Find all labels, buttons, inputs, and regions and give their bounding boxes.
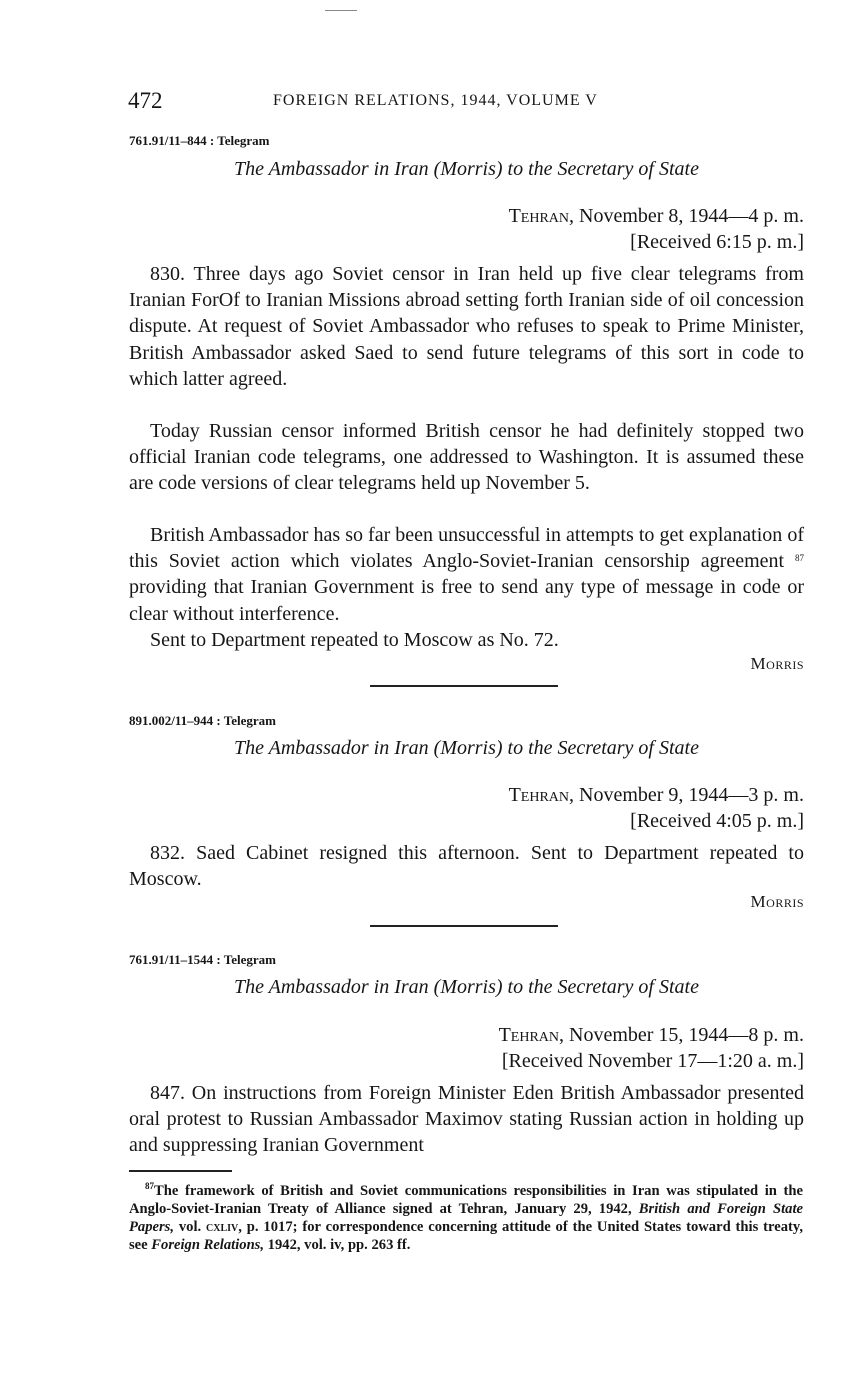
received-line: [Received 6:15 p. m.] (630, 231, 804, 253)
footnote-rule (129, 1170, 232, 1172)
place: Tehran (508, 205, 570, 227)
dateline (509, 205, 804, 228)
date-sent: , November 9, 1944—3 p. m. (569, 784, 804, 806)
running-title: FOREIGN RELATIONS, 1944, VOLUME V (273, 92, 598, 109)
page-header (128, 88, 804, 116)
paragraph: 832. Saed Cabinet resigned this afternoon. Sent to Department repeated to Moscow. (129, 842, 804, 891)
title-text: ) to the Secretary of State (495, 158, 699, 180)
footnote-italic: Foreign Relations, (151, 1237, 265, 1253)
section-divider (370, 925, 558, 927)
dateline (509, 784, 804, 807)
received-line: [Received 4:05 p. m.] (630, 810, 804, 832)
title-text: The Ambassador in Iran ( (234, 737, 441, 759)
title-text: The Ambassador in Iran ( (234, 976, 441, 998)
received-line: [Received November 17—1:20 a. m.] (501, 1050, 804, 1072)
page-number: 472 (128, 88, 163, 113)
footnote-text: vol. (178, 1219, 202, 1235)
footnote-italic: British and Foreign State Papers, (129, 1201, 803, 1235)
paragraph: Sent to Department repeated to Moscow as No. 72. (150, 629, 559, 651)
signature: Morris (750, 892, 804, 911)
section-divider (370, 685, 558, 687)
paragraph: Today Russian censor informed British censor he had definitely stopped two official Iranian code telegrams, one addressed to Washington. It is assumed these are code versions of clear telegrams held up November 5. (129, 420, 804, 495)
document-title (129, 976, 804, 999)
footnote-text: The framework of British and Soviet communications responsibilities in Iran was stipulated in the Anglo-Soviet-Iranian Treaty of Alliance signed at Tehran, January 29, 1942, (129, 1183, 803, 1217)
title-text: ) to the Secretary of State (495, 737, 699, 759)
footnote-volume: cxliv (206, 1219, 239, 1235)
title-name: Morris (440, 976, 496, 998)
footnote (129, 1182, 803, 1254)
title-text: ) to the Secretary of State (495, 976, 699, 998)
paragraph-text: providing that Iranian Government is free to send any type of message in code or clear without interference. (129, 576, 804, 625)
top-mark (325, 10, 357, 11)
footnote-marker: 87 (795, 553, 804, 564)
title-name: Morris (440, 158, 496, 180)
file-reference: 891.002/11–944 : Telegram (129, 713, 276, 728)
title-name: Morris (440, 737, 496, 759)
paragraph: 830. Three days ago Soviet censor in Iran held up five clear telegrams from Iranian ForOf to Iranian Missions abroad setting forth Iranian side of oil concession dispute. At request of Soviet Ambassador who refuses to speak to Prime Minister, British Ambassador asked Saed to send future telegrams of this sort in code to which latter agreed. (129, 263, 804, 390)
document-title (129, 737, 804, 760)
footnote-text: , p. 1017; for correspondence concerning attitude of the United States toward this treaty, see (129, 1219, 803, 1253)
file-reference: 761.91/11–844 : Telegram (129, 133, 270, 148)
paragraph-text: British Ambassador has so far been unsuccessful in attempts to get explanation of this Soviet action which violates Anglo-Soviet-Iranian censorship agreement (129, 524, 804, 573)
place: Tehran (508, 784, 570, 806)
place: Tehran (498, 1024, 560, 1046)
date-sent: , November 8, 1944—4 p. m. (569, 205, 804, 227)
title-text: The Ambassador in Iran ( (234, 158, 441, 180)
footnote-number: 87 (145, 1181, 154, 1191)
file-reference: 761.91/11–1544 : Telegram (129, 952, 276, 967)
paragraph: 847. On instructions from Foreign Minister Eden British Ambassador presented oral protest to Russian Ambassador Maximov stating Russian action in holding up and suppressing Iranian Government (129, 1082, 804, 1157)
document-title (129, 158, 804, 181)
date-sent: , November 15, 1944—8 p. m. (559, 1024, 804, 1046)
footnote-text: 1942, vol. iv, pp. 263 ff. (267, 1237, 411, 1253)
signature: Morris (750, 654, 804, 673)
paragraph (129, 522, 804, 627)
dateline (499, 1024, 804, 1047)
